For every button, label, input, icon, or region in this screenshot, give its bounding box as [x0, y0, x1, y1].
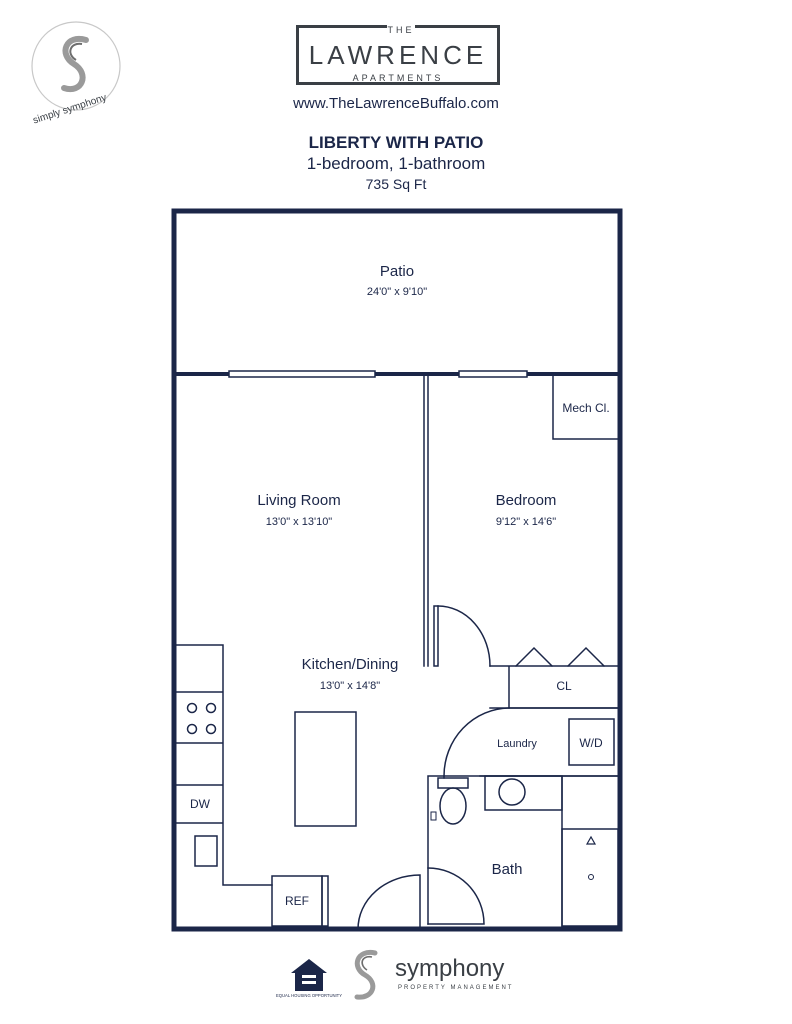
- brand-bottom-text: APARTMENTS: [352, 73, 444, 83]
- tub-faucet: [587, 837, 595, 844]
- living-room-label: Living Room: [257, 492, 341, 509]
- stove-burner: [207, 725, 216, 734]
- mech-closet-label: Mech Cl.: [562, 401, 610, 415]
- company-subtitle: PROPERTY MANAGEMENT: [398, 985, 514, 991]
- toilet-tank: [438, 778, 468, 788]
- stove-burner: [188, 725, 197, 734]
- symphony-logo-icon: [345, 945, 389, 1005]
- patio-label: Patio: [379, 263, 415, 280]
- tub-drain: [589, 875, 594, 880]
- logo-text: simply symphony: [31, 92, 109, 127]
- stove-burner: [188, 704, 197, 713]
- bedroom-dims: 9'12" x 14'6": [495, 516, 557, 528]
- refrigerator-label: REF: [285, 894, 309, 908]
- closet-wall: [490, 666, 618, 708]
- toilet-bowl: [440, 788, 466, 824]
- washer-dryer-label: W/D: [579, 736, 603, 750]
- kitchen-counter: [176, 645, 272, 885]
- kitchen-label: Kitchen/Dining: [301, 656, 399, 673]
- eho-text: EQUAL HOUSING OPPORTUNITY: [275, 993, 343, 998]
- stove-burner: [207, 704, 216, 713]
- bath-sink: [499, 779, 525, 805]
- dishwasher-label: DW: [190, 797, 210, 811]
- bedroom-label: Bedroom: [495, 492, 557, 509]
- patio-dims: 24'0" x 9'10": [366, 286, 428, 298]
- patio-slider-door-bedroom: [459, 371, 527, 377]
- patio-slider-door-living: [229, 371, 375, 377]
- kitchen-island: [295, 712, 356, 826]
- bedroom-door-leaf: [434, 606, 438, 666]
- website-link[interactable]: www.TheLawrenceBuffalo.com: [293, 95, 499, 112]
- brand-name: LAWRENCE: [308, 40, 488, 70]
- bath-vanity: [485, 776, 562, 810]
- closet-label: CL: [556, 679, 572, 693]
- plan-name: LIBERTY WITH PATIO: [308, 133, 484, 152]
- brand-top-text: THE: [387, 25, 415, 35]
- bath-door-swing: [428, 868, 484, 924]
- outer-wall: [174, 211, 620, 929]
- laundry-label: Laundry: [497, 738, 537, 750]
- entry-door-swing: [358, 875, 420, 929]
- plan-type: 1-bedroom, 1-bathroom: [306, 154, 486, 173]
- plan-area: 735 Sq Ft: [365, 176, 427, 192]
- toilet-paper-holder: [431, 812, 436, 820]
- living-room-dims: 13'0" x 13'10": [265, 516, 333, 528]
- closet-bifold-left: [516, 648, 552, 666]
- kitchen-dims: 13'0" x 14'8": [319, 680, 381, 692]
- company-name: symphony: [395, 955, 505, 982]
- equal-housing-icon: [275, 953, 343, 1005]
- bedroom-door-swing: [438, 606, 490, 666]
- closet-bifold-right: [568, 648, 604, 666]
- kitchen-sink: [195, 836, 217, 866]
- bath-label: Bath: [491, 861, 523, 878]
